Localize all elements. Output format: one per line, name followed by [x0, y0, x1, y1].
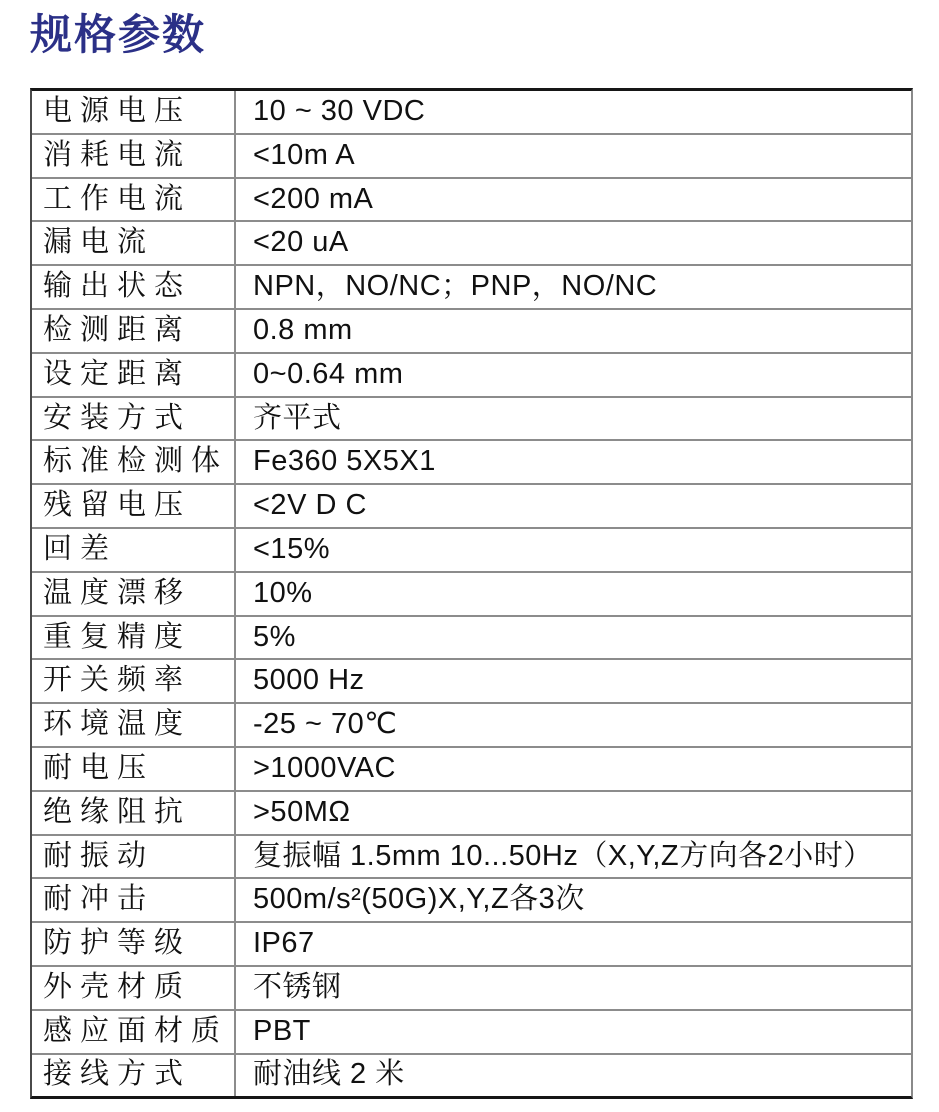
spec-label: 残留电压: [32, 484, 235, 528]
spec-label: 标准检测体: [32, 440, 235, 484]
spec-label: 开关频率: [32, 659, 235, 703]
spec-value: 10 ~ 30 VDC: [253, 94, 426, 127]
spec-label: 温度漂移: [32, 572, 235, 616]
spec-label: 耐电压: [32, 747, 235, 791]
table-row: [32, 265, 911, 309]
table-row: [32, 878, 911, 922]
spec-value: 复振幅 1.5mm 10...50Hz（X,Y,Z方向各2小时）: [235, 835, 911, 879]
spec-value: <2V D C: [235, 484, 911, 528]
table-row: [32, 1010, 911, 1054]
table-row: [32, 353, 911, 397]
spec-label: 工作电流: [32, 178, 235, 222]
table-row: [32, 134, 911, 178]
spec-label: 回差: [32, 528, 235, 572]
spec-value: 不锈钢: [235, 966, 911, 1010]
spec-label: 消耗电流: [32, 134, 235, 178]
spec-label: 检测距离: [32, 309, 235, 353]
table-row: [32, 440, 911, 484]
spec-label: 耐振动: [32, 835, 235, 879]
spec-label: 设定距离: [32, 353, 235, 397]
spec-label: 外壳材质: [32, 966, 235, 1010]
spec-label: 环境温度: [32, 703, 235, 747]
spec-value: 0~0.64 mm: [235, 353, 911, 397]
spec-label: 耐冲击: [32, 878, 235, 922]
spec-label: 输出状态: [32, 265, 235, 309]
spec-value: >50MΩ: [235, 791, 911, 835]
spec-table: [32, 91, 911, 1096]
table-row: [32, 835, 911, 879]
table-row: [32, 221, 911, 265]
spec-value: <200 mA: [235, 178, 911, 222]
spec-label: 感应面材质: [32, 1010, 235, 1054]
table-row: [32, 616, 911, 660]
spec-value: 10%: [235, 572, 911, 616]
spec-label: 防护等级: [32, 922, 235, 966]
table-row: [32, 747, 911, 791]
spec-value: 齐平式: [235, 397, 911, 441]
spec-value: <10m A: [235, 134, 911, 178]
spec-value: Fe360 5X5X1: [235, 440, 911, 484]
spec-value: <15%: [235, 528, 911, 572]
table-row: [32, 309, 911, 353]
spec-value: >1000VAC: [235, 747, 911, 791]
spec-label: 安装方式: [32, 397, 235, 441]
table-row: [32, 178, 911, 222]
table-row: [32, 966, 911, 1010]
spec-label: 电源电压: [32, 91, 235, 134]
spec-value: 耐油线 2 米: [235, 1054, 911, 1097]
spec-value: NPN，NO/NC；PNP，NO/NC: [235, 265, 911, 309]
spec-label: 绝缘阻抗: [32, 791, 235, 835]
table-row: [32, 528, 911, 572]
spec-label: 漏电流: [32, 221, 235, 265]
spec-value: PBT: [235, 1010, 911, 1054]
table-row: [32, 791, 911, 835]
table-row: [32, 484, 911, 528]
spec-value: IP67: [235, 922, 911, 966]
table-row: [32, 397, 911, 441]
table-row: [32, 703, 911, 747]
page-title: 规格参数: [30, 11, 207, 58]
spec-value: 5000 Hz: [235, 659, 911, 703]
spec-label: 接线方式: [32, 1054, 235, 1097]
spec-label: 重复精度: [32, 616, 235, 660]
table-row: [32, 1054, 911, 1097]
table-row: [32, 91, 911, 134]
spec-value: -25 ~ 70℃: [235, 703, 911, 747]
spec-value: 0.8 mm: [235, 309, 911, 353]
spec-value: 5%: [235, 616, 911, 660]
spec-table-body: [32, 91, 911, 1096]
spec-value: <20 uA: [235, 221, 911, 265]
table-row: [32, 572, 911, 616]
spec-value: 500m/s²(50G)X,Y,Z各3次: [235, 878, 911, 922]
table-row: [32, 659, 911, 703]
table-row: [32, 922, 911, 966]
spec-table-frame: [30, 88, 913, 1099]
